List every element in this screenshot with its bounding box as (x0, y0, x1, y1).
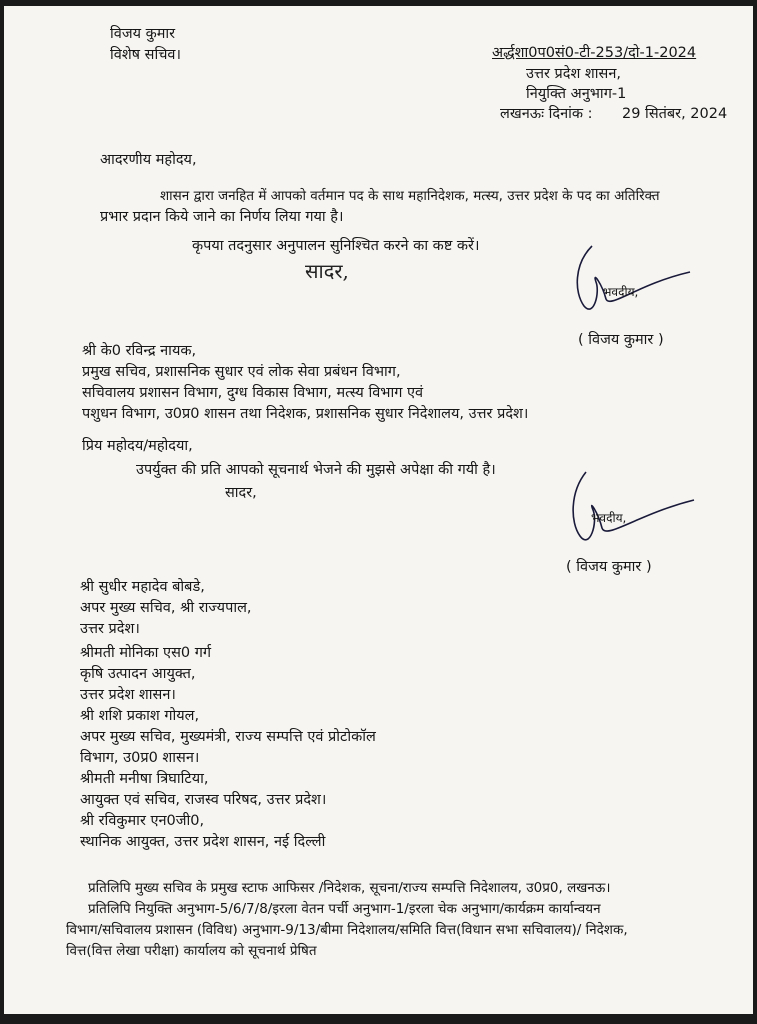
recipient-line: उत्तर प्रदेश शासन। (80, 687, 176, 703)
addressee-line: प्रमुख सचिव, प्रशासनिक सुधार एवं लोक सेवा प्रबंधन विभाग, (82, 364, 401, 380)
second-salutation: प्रिय महोदय/महोदया, (82, 438, 193, 454)
recipient-line: आयुक्त एवं सचिव, राजस्व परिषद, उत्तर प्रदेश। (80, 792, 327, 808)
addressee-line: सचिवालय प्रशासन विभाग, दुग्ध विकास विभाग, मत्स्य विभाग एवं (82, 385, 424, 401)
signature-2-name: ( विजय कुमार ) (566, 559, 652, 575)
second-regards: सादर, (225, 485, 257, 501)
copy-line-2: प्रतिलिपि नियुक्ति अनुभाग-5/6/7/8/इरला वेतन पर्ची अनुभाग-1/इरला चेक अनुभाग/कार्यक्रम कार्यान्वयन (88, 901, 601, 917)
date-value: 29 सितंबर, 2024 (622, 106, 728, 122)
recipient-line: अपर मुख्य सचिव, श्री राज्यपाल, (80, 600, 252, 616)
recipient-line: कृषि उत्पादन आयुक्त, (80, 666, 196, 682)
signature-2-scribble (568, 470, 703, 555)
office-name: उत्तर प्रदेश शासन, (526, 66, 621, 82)
addressee-line: पशुधन विभाग, उ0प्र0 शासन तथा निदेशक, प्रशासनिक सुधार निदेशालय, उत्तर प्रदेश। (82, 406, 529, 422)
recipient-line: श्री सुधीर महादेव बोबडे, (80, 579, 205, 595)
body-para2: कृपया तदनुसार अनुपालन सुनिश्चित करने का कष्ट करें। (192, 238, 480, 254)
copy-line-1: प्रतिलिपि मुख्य सचिव के प्रमुख स्टाफ आफिसर /निदेशक, सूचना/राज्य सम्पत्ति निदेशालय, उ0प्र0, लखनऊ। (88, 880, 611, 896)
signature-1-closing: भवदीय, (603, 285, 639, 299)
signature-2-closing: भवदीय, (591, 511, 627, 525)
copy-line-3: विभाग/सचिवालय प्रशासन (विविध) अनुभाग-9/13/बीमा निदेशालय/समिति वित्त(विधान सभा सचिवालय)/ निदेशक, (66, 922, 628, 938)
recipient-line: श्री रविकुमार एन0जी0, (80, 813, 205, 829)
recipient-line: श्री शशि प्रकाश गोयल, (80, 708, 200, 724)
second-text: उपर्युक्त की प्रति आपको सूचनार्थ भेजने की मुझसे अपेक्षा की गयी है। (136, 462, 496, 478)
recipient-line: विभाग, उ0प्र0 शासन। (80, 750, 200, 766)
salutation: आदरणीय महोदय, (100, 152, 197, 168)
signature-1-name: ( विजय कुमार ) (578, 332, 664, 348)
recipient-line: उत्तर प्रदेश। (80, 621, 140, 637)
copy-line-4: वित्त(वित्त लेखा परीक्षा) कार्यालय को सूचनार्थ प्रेषित (66, 943, 317, 959)
sender-name: विजय कुमार (110, 26, 176, 42)
body-para1-line1: शासन द्वारा जनहित में आपको वर्तमान पद के साथ महानिदेशक, मत्स्य, उत्तर प्रदेश के पद का अतिरिक्त (160, 188, 660, 204)
recipient-line: स्थानिक आयुक्त, उत्तर प्रदेश शासन, नई दिल्ली (80, 834, 326, 850)
handwritten-annotation: सादर, (305, 259, 349, 283)
sender-designation: विशेष सचिव। (110, 47, 181, 63)
reference-number: अर्द्धशा0प0सं0-टी-253/दो-1-2024 (492, 45, 697, 61)
recipient-line: श्रीमती मोनिका एस0 गर्ग (80, 645, 212, 661)
body-para1-line2: प्रभार प्रदान किये जाने का निर्णय लिया गया है। (100, 209, 344, 225)
recipient-line: अपर मुख्य सचिव, मुख्यमंत्री, राज्य सम्पत्ति एवं प्रोटोकॉल (80, 729, 376, 745)
date-label: लखनऊः दिनांक : (500, 106, 593, 122)
section-name: नियुक्ति अनुभाग-1 (526, 86, 627, 102)
addressee-line: श्री के0 रविन्द्र नायक, (82, 343, 197, 359)
recipient-line: श्रीमती मनीषा त्रिघाटिया, (80, 771, 209, 787)
